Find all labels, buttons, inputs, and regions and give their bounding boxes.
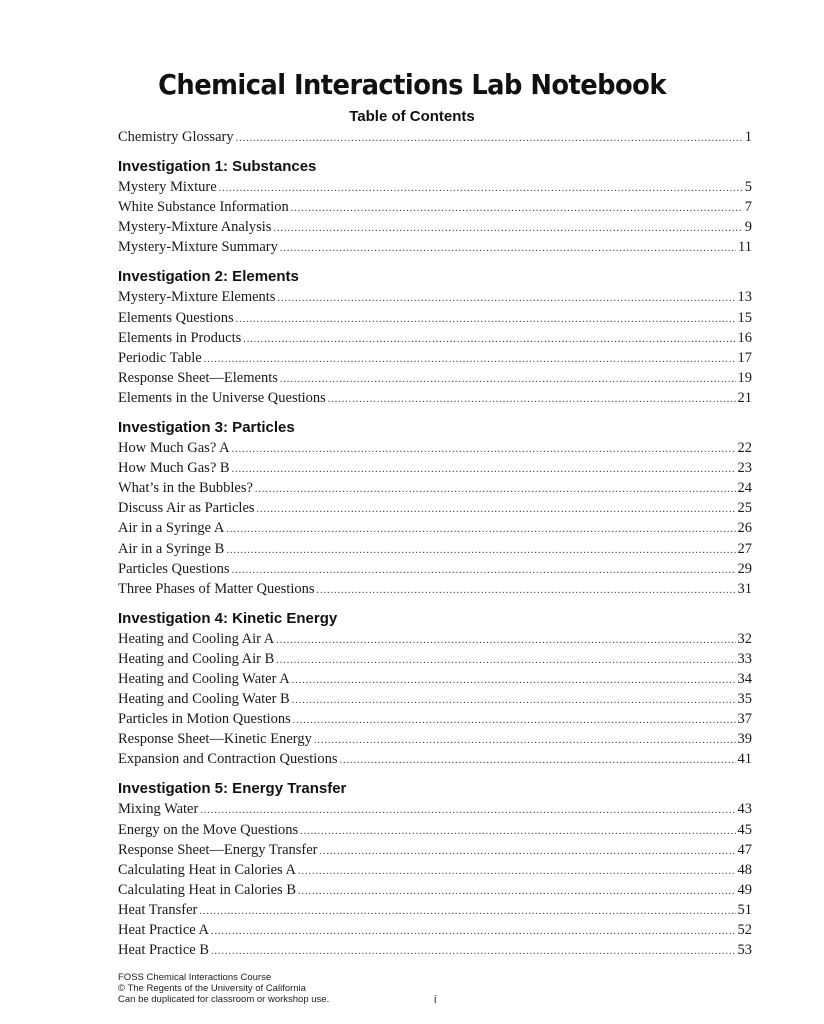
toc-entry-page: 24 xyxy=(737,480,752,497)
toc-entry-page: 31 xyxy=(737,580,752,597)
toc-entry-title: Chemistry Glossary xyxy=(118,129,234,145)
toc-entry-title: Heating and Cooling Air B xyxy=(118,650,275,667)
toc-entry-page: 45 xyxy=(737,821,752,838)
dot-leader xyxy=(280,370,736,390)
toc-entry-title: Mystery-Mixture Analysis xyxy=(118,219,272,236)
toc-entry-title: Three Phases of Matter Questions xyxy=(118,580,315,597)
toc-entry-title: Mystery-Mixture Elements xyxy=(118,289,276,306)
toc-entry xyxy=(118,799,752,819)
dot-leader xyxy=(339,751,735,771)
toc-entry xyxy=(118,709,752,729)
toc-entry-title: Heat Transfer xyxy=(118,901,198,918)
dot-leader xyxy=(291,199,743,219)
dot-leader xyxy=(320,842,736,862)
toc-entry-title: What’s in the Bubbles? xyxy=(118,480,253,497)
dot-leader xyxy=(243,330,735,350)
toc-entry xyxy=(118,368,752,388)
dot-leader xyxy=(328,390,736,410)
toc-entry xyxy=(118,820,752,840)
toc-entry xyxy=(118,579,752,599)
toc-entry xyxy=(118,328,752,348)
toc-entry-page: 32 xyxy=(737,630,752,647)
dot-leader xyxy=(219,179,743,199)
footer xyxy=(118,972,329,1005)
toc-entry-page: 29 xyxy=(737,560,752,577)
dot-leader xyxy=(292,691,736,711)
toc-entry xyxy=(118,669,752,689)
dot-leader xyxy=(276,651,735,671)
toc-entry-page: 34 xyxy=(737,670,752,687)
footer-course-line: FOSS Chemical Interactions Course xyxy=(118,972,272,983)
dot-leader xyxy=(293,711,736,731)
toc-entry xyxy=(118,438,752,458)
toc-entry-title: Elements in Products xyxy=(118,329,242,346)
toc-entry-page: 25 xyxy=(737,500,752,517)
toc-entry xyxy=(118,498,752,518)
footer-duplication-line: Can be duplicated for classroom or workshop use. xyxy=(118,994,330,1005)
dot-leader xyxy=(257,500,736,520)
dot-leader xyxy=(232,440,736,460)
toc-entry-title: Discuss Air as Particles xyxy=(118,500,255,517)
dot-leader xyxy=(211,922,736,942)
dot-leader xyxy=(298,882,736,902)
table-of-contents xyxy=(118,127,752,960)
toc-entry xyxy=(118,689,752,709)
toc-entry xyxy=(118,629,752,649)
dot-leader xyxy=(200,801,735,821)
toc-entry-title: Response Sheet—Kinetic Energy xyxy=(118,731,312,748)
toc-entry-page: 23 xyxy=(737,460,752,477)
toc-entry-page: 47 xyxy=(737,841,752,858)
dot-leader xyxy=(236,129,743,149)
dot-leader xyxy=(199,902,735,922)
dot-leader xyxy=(317,581,736,601)
footer-copyright-line: © The Regents of the University of California xyxy=(118,983,306,994)
dot-leader xyxy=(298,862,736,882)
dot-leader xyxy=(277,289,735,309)
toc-entry xyxy=(118,348,752,368)
toc-entry-page: 1 xyxy=(744,129,752,145)
toc-entry xyxy=(118,940,752,960)
dot-leader xyxy=(300,822,735,842)
toc-entry xyxy=(118,900,752,920)
dot-leader xyxy=(276,631,735,651)
toc-entry xyxy=(118,478,752,498)
toc-entry xyxy=(118,840,752,860)
toc-entry-page: 16 xyxy=(737,329,752,346)
toc-entry-page: 39 xyxy=(737,731,752,748)
toc-entry xyxy=(118,127,752,147)
toc-entry xyxy=(118,518,752,538)
toc-entry xyxy=(118,559,752,579)
toc-entry-page: 51 xyxy=(737,901,752,918)
toc-entry-title: Mixing Water xyxy=(118,801,199,818)
toc-entry xyxy=(118,749,752,769)
toc-entry-title: Expansion and Contraction Questions xyxy=(118,751,338,768)
toc-entry-title: Heating and Cooling Air A xyxy=(118,630,275,647)
toc-entry-page: 43 xyxy=(737,801,752,818)
toc-entry xyxy=(118,388,752,408)
toc-entry-title: Mystery Mixture xyxy=(118,179,217,196)
section-heading: Investigation 4: Kinetic Energy xyxy=(118,609,338,627)
toc-entry xyxy=(118,217,752,237)
toc-entry-title: Response Sheet—Energy Transfer xyxy=(118,841,318,858)
page-number: i xyxy=(434,994,437,1006)
toc-entry xyxy=(118,649,752,669)
section-heading: Investigation 1: Substances xyxy=(118,158,317,176)
toc-entry xyxy=(118,197,752,217)
section-heading: Investigation 5: Energy Transfer xyxy=(118,780,347,798)
toc-entry-page: 37 xyxy=(737,711,752,728)
dot-leader xyxy=(255,480,736,500)
toc-entry-page: 48 xyxy=(737,861,752,878)
toc-entry xyxy=(118,860,752,880)
toc-entry xyxy=(118,920,752,940)
toc-entry-title: How Much Gas? B xyxy=(118,460,230,477)
toc-entry-title: Air in a Syringe A xyxy=(118,520,225,537)
toc-entry-title: White Substance Information xyxy=(118,199,289,216)
toc-entry-page: 49 xyxy=(737,881,752,898)
toc-entry-page: 17 xyxy=(737,349,752,366)
toc-entry-title: Heat Practice B xyxy=(118,942,209,959)
toc-entry-page: 13 xyxy=(737,289,752,306)
toc-entry-title: Particles Questions xyxy=(118,560,230,577)
toc-entry-title: Elements in the Universe Questions xyxy=(118,389,326,406)
toc-entry-page: 21 xyxy=(737,389,752,406)
toc-entry-title: Calculating Heat in Calories A xyxy=(118,861,296,878)
toc-entry-page: 22 xyxy=(737,440,752,457)
dot-leader xyxy=(232,460,736,480)
toc-entry-page: 26 xyxy=(737,520,752,537)
dot-leader xyxy=(292,671,736,691)
toc-entry-title: Heat Practice A xyxy=(118,922,209,938)
toc-entry-title: Energy on the Move Questions xyxy=(118,821,299,838)
dot-leader xyxy=(314,731,736,751)
dot-leader xyxy=(236,310,736,330)
toc-entry-title: Elements Questions xyxy=(118,309,234,326)
toc-entry xyxy=(118,458,752,478)
dot-leader xyxy=(232,561,736,581)
toc-entry-title: Response Sheet—Elements xyxy=(118,369,278,386)
page-subtitle: Table of Contents xyxy=(349,108,475,125)
page-title: Chemical Interactions Lab Notebook xyxy=(158,68,666,101)
dot-leader xyxy=(273,219,742,239)
toc-entry-title: Particles in Motion Questions xyxy=(118,711,291,728)
toc-entry-page: 53 xyxy=(737,942,752,959)
toc-entry-title: Heating and Cooling Water B xyxy=(118,691,290,708)
toc-entry xyxy=(118,237,752,257)
toc-entry-title: Air in a Syringe B xyxy=(118,540,225,557)
dot-leader xyxy=(226,520,735,540)
toc-entry-page: 27 xyxy=(737,540,752,557)
toc-entry-page: 35 xyxy=(737,691,752,708)
toc-entry-title: Mystery-Mixture Summary xyxy=(118,239,278,256)
section-heading: Investigation 3: Particles xyxy=(118,419,295,437)
toc-entry-page: 5 xyxy=(744,179,752,196)
dot-leader xyxy=(211,942,736,962)
dot-leader xyxy=(226,541,735,561)
toc-entry-title: Calculating Heat in Calories B xyxy=(118,881,296,898)
toc-entry xyxy=(118,308,752,328)
toc-entry-page: 7 xyxy=(744,199,752,216)
toc-entry-page: 41 xyxy=(737,751,752,768)
toc-entry-page: 15 xyxy=(737,309,752,326)
toc-entry-page: 19 xyxy=(737,369,752,386)
toc-entry-page: 52 xyxy=(737,922,752,938)
toc-entry-page: 9 xyxy=(744,219,752,236)
toc-entry-page: 33 xyxy=(737,650,752,667)
toc-entry-title: Periodic Table xyxy=(118,349,202,366)
dot-leader xyxy=(280,239,736,259)
toc-entry-title: How Much Gas? A xyxy=(118,440,230,457)
section-heading: Investigation 2: Elements xyxy=(118,268,299,286)
dot-leader xyxy=(204,350,736,370)
toc-entry-page: 11 xyxy=(738,239,752,256)
toc-entry xyxy=(118,729,752,749)
toc-entry xyxy=(118,287,752,307)
toc-entry xyxy=(118,880,752,900)
toc-entry xyxy=(118,539,752,559)
toc-entry-title: Heating and Cooling Water A xyxy=(118,670,290,687)
toc-entry xyxy=(118,177,752,197)
